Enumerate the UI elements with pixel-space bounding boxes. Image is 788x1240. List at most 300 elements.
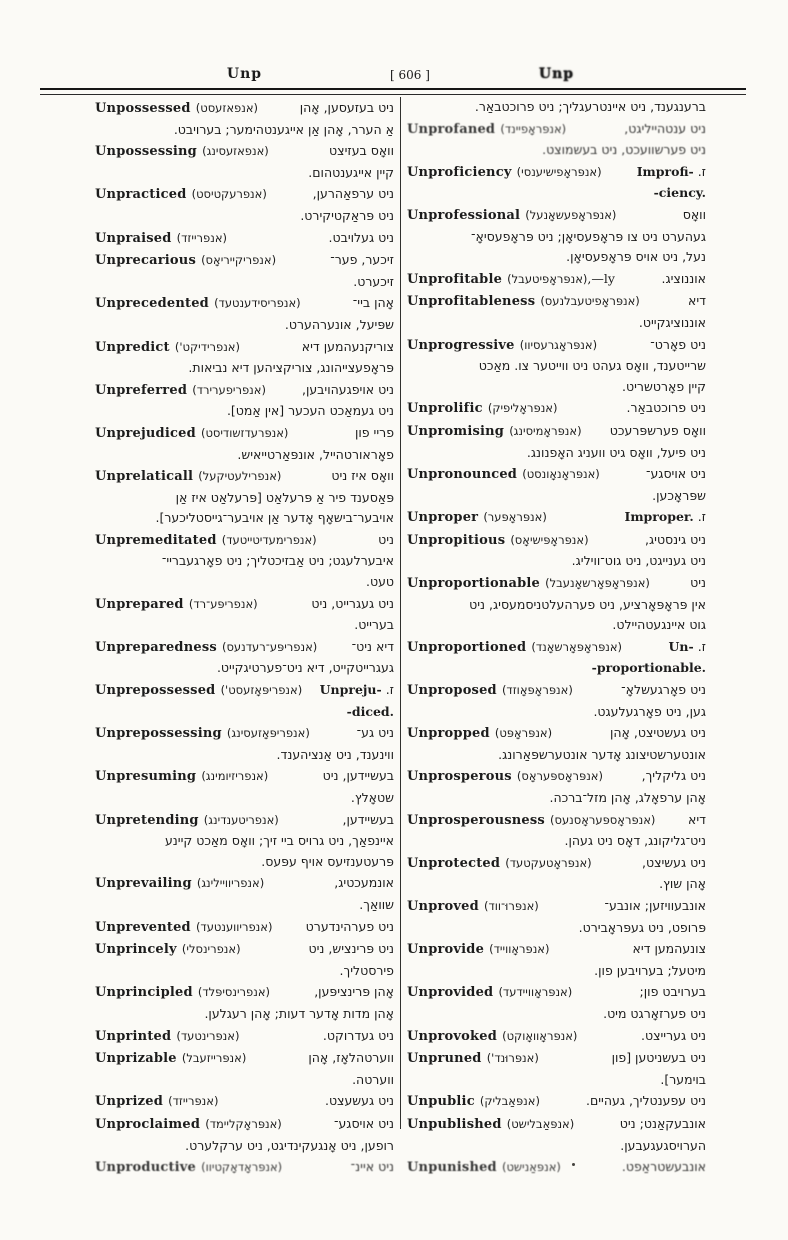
- entry-definition-start: אוננוציג.: [661, 270, 706, 286]
- dictionary-entry: [95, 809, 394, 873]
- entry-first-line: [95, 1047, 394, 1070]
- entry-definition-line: טעט.: [365, 574, 394, 590]
- entry-definition-line: הערויסגעגעבען.: [620, 1137, 706, 1153]
- entry-headword: Unproductive: [95, 1160, 197, 1176]
- entry-head-group: [407, 506, 547, 529]
- dictionary-entry: [407, 852, 706, 895]
- entry-definition-start: ניט געלויבט.: [328, 229, 394, 245]
- entry-headword: Unprevailing: [95, 876, 192, 892]
- entry-transliteration: (אנפּראָמיסינג): [509, 423, 582, 438]
- entry-transliteration: (אנפּראָפישיענסי): [516, 164, 602, 179]
- entry-headword: Unprofaned: [407, 121, 496, 137]
- entry-transliteration: (אנפריסידענטעד): [214, 296, 301, 311]
- entry-headword: Unproved: [407, 898, 479, 914]
- entry-headword: Unpruned: [407, 1051, 482, 1067]
- dictionary-entry: [407, 268, 706, 291]
- entry-definition-start: ווערטהלאָז, אָהן: [308, 1050, 394, 1066]
- entry-head-group: [407, 636, 622, 659]
- entry-definition-start: ניט געשיצט,: [641, 854, 706, 870]
- dictionary-entry: [407, 334, 706, 398]
- entry-head-group: [95, 593, 258, 616]
- entry-definition-line: [407, 183, 706, 204]
- running-head-right: Unp: [538, 66, 575, 82]
- entry-first-line: [95, 336, 394, 359]
- entry-first-line: [407, 572, 706, 595]
- entry-definition-start: אונבעשטראַפט.: [621, 1159, 706, 1175]
- entry-head-group: [95, 679, 302, 702]
- entry-head-group: [407, 420, 582, 443]
- entry-head-group: [95, 916, 272, 939]
- entry-first-line: [95, 1090, 394, 1113]
- entry-definition-start: אונבעוויזען; אונבע־: [604, 897, 706, 913]
- entry-transliteration: (אנפּראָפּאָרשאָנעבל): [545, 576, 650, 591]
- entry-headword: Unprofessional: [407, 207, 521, 223]
- entry-first-line: [95, 765, 394, 788]
- entry-transliteration: (אנפריפּאָזעסט'): [220, 683, 303, 698]
- entry-definition-line: אונטערשטיצונג אָדער אונטערשפּאַרונג.: [498, 746, 706, 762]
- dictionary-entry: [95, 336, 394, 379]
- entry-definition-start: בעשיידען,: [342, 811, 394, 827]
- dictionary-entry: [95, 1156, 394, 1179]
- dictionary-entry: [407, 765, 706, 808]
- entry-headword: Unproclaimed: [95, 1116, 201, 1132]
- entry-head-group: [95, 1156, 282, 1179]
- xref-target-continued: -ciency.: [653, 185, 706, 201]
- header-rule: [40, 88, 746, 95]
- xref-see-marker: ז.: [693, 163, 706, 179]
- entry-headword: Unprepared: [95, 596, 184, 612]
- entry-transliteration: (אנפּראָוואָוקט): [502, 1028, 578, 1043]
- dictionary-entry: [95, 140, 394, 183]
- entry-headword: Unprovoked: [407, 1028, 497, 1044]
- entry-definition-start: ניט בעשניטען [פון: [611, 1050, 706, 1066]
- entry-definition-line: איבערלעגט; ניט אַבזיכטליך; ניט פאָרגעבריי־: [161, 553, 394, 569]
- entry-head-group: [95, 465, 281, 488]
- entry-transliteration: (אנפריפּע־רד): [188, 596, 258, 611]
- entry-first-line: [95, 379, 394, 402]
- entry-headword: Unprevented: [95, 919, 191, 935]
- entry-headword: Unpromising: [407, 423, 505, 439]
- entry-headword: Unpronounced: [407, 467, 518, 483]
- entry-headword: Unprofitable: [407, 271, 503, 287]
- entry-definition-line: שטאָלץ.: [350, 790, 394, 805]
- entry-head-group: [407, 572, 650, 595]
- dictionary-entry: [407, 722, 706, 765]
- entry-headword: Unproficiency: [407, 164, 512, 180]
- entry-definition-line: ווערטה.: [352, 1071, 394, 1087]
- entry-definition-start: ניט פאָרט־: [650, 336, 706, 352]
- entry-head-group: [95, 938, 241, 961]
- entry-headword: Unpretending: [95, 812, 199, 828]
- dictionary-entry: [95, 938, 394, 981]
- entry-definition-line: מיטעל; בערויבען פון.: [594, 962, 706, 978]
- entry-first-line: [95, 722, 394, 745]
- entry-definition-start: וואָס פערשפּרעכט: [609, 422, 706, 438]
- dictionary-entry: [407, 809, 706, 852]
- entry-head-group: [407, 722, 552, 745]
- entry-first-line: [407, 506, 706, 529]
- dictionary-entry: [407, 420, 706, 463]
- dictionary-entry: [95, 183, 394, 226]
- entry-first-line: [95, 97, 394, 120]
- entry-definition-line: אָהן ערפאָלג, אָהן מזל־ברכה.: [549, 790, 706, 805]
- entry-first-line: [95, 465, 394, 488]
- entry-first-line: [95, 227, 394, 250]
- dictionary-entry: [407, 506, 706, 529]
- entry-head-group: [407, 268, 615, 291]
- entry-first-line: [95, 809, 394, 832]
- entry-first-line: [95, 916, 394, 939]
- entry-definition-start: ניט גינסטיג,: [645, 531, 706, 547]
- entry-definition-line: געהערט ניט צו פּראָפעסיאָן; ניט פּראָפעסיאָ־: [471, 228, 706, 244]
- entry-definition-line: שוואַך.: [359, 896, 394, 912]
- entry-first-line: [95, 292, 394, 315]
- entry-head-group: [407, 397, 557, 420]
- entry-definition-start: צונעהמען דיא: [632, 941, 706, 957]
- entry-transliteration: (אנפּראָפּאָוזד): [501, 683, 573, 698]
- entry-definition-start: זיכער, פער־: [330, 252, 394, 268]
- entry-head-group: [95, 809, 279, 832]
- entry-first-line: [95, 140, 394, 163]
- xref-target-continued: -proportionable.: [591, 660, 706, 676]
- entry-definition-start: צוריקנעהמען דיא: [301, 338, 394, 354]
- entry-transliteration: (אנפריפּע־רעדנעס): [221, 639, 318, 654]
- scan-speckle: [572, 1163, 575, 1166]
- entry-headword: Unproposed: [407, 683, 497, 699]
- entry-headword: Unpropitious: [407, 532, 506, 548]
- entry-head-group: [407, 161, 602, 184]
- entry-head-group: [407, 1156, 561, 1179]
- dictionary-entry: [407, 1090, 706, 1113]
- entry-first-line: [95, 1156, 394, 1179]
- entry-definition-start: וואָס: [682, 206, 706, 222]
- entry-definition-line: בערייט.: [354, 617, 394, 633]
- entry-definition-start: ניט געשעצט.: [324, 1093, 394, 1109]
- entry-definition-line: גוט איינגעטהיילט.: [612, 617, 706, 633]
- entry-head-group: [407, 204, 616, 227]
- dictionary-entry: [407, 1047, 706, 1090]
- entry-definition-start: ניט פרוכטבאַר.: [626, 400, 706, 416]
- entry-definition-start: אָהן ביי־: [352, 295, 394, 311]
- entry-transliteration: (אנפרימעדיטייטעד): [221, 532, 317, 547]
- entry-first-line: [407, 679, 706, 702]
- entry-transliteration: (אנפרילעטיקעל): [198, 469, 282, 484]
- entry-transliteration: (אנפרינסיפּלד): [197, 985, 271, 1000]
- entry-headword: Unprogressive: [407, 337, 515, 353]
- entry-first-line: [95, 593, 394, 616]
- dictionary-entry: [95, 1025, 394, 1048]
- dictionary-entry: [407, 1156, 706, 1179]
- dictionary-entry: [95, 97, 394, 140]
- entry-transliteration: (אנפּרינטעד): [176, 1028, 240, 1043]
- entry-definition-line: קיין פאָרטשריט.: [622, 378, 706, 394]
- entry-headword: Unproper: [407, 510, 479, 526]
- entry-carryover-line: ברענגענד, ניט איינטרעגליך; ניט פרוכטבאַר.: [474, 99, 706, 114]
- entry-headword: Unpredict: [95, 339, 170, 355]
- entry-first-line: [407, 290, 706, 313]
- entry-first-line: [95, 872, 394, 895]
- entry-first-line: [95, 1025, 394, 1048]
- right-column: [407, 97, 706, 1176]
- entry-headword: Unproportioned: [407, 639, 527, 655]
- entry-definition-start: ניט גערייצט.: [641, 1027, 706, 1043]
- entry-headword: Unprejudiced: [95, 425, 196, 441]
- entry-definition-line: אויבער־בישאָף אָדער אַן אויבער־גייסטליכער].: [155, 510, 394, 526]
- entry-definition-start: אָהן פּרינציפּען,: [314, 984, 394, 1000]
- entry-headword: Unpreparedness: [95, 639, 217, 655]
- entry-head-group: [407, 765, 603, 788]
- entry-first-line: [407, 852, 706, 875]
- entry-first-line: [407, 1090, 706, 1113]
- entry-head-group: [95, 636, 317, 659]
- entry-head-group: [407, 334, 597, 357]
- dictionary-entry: [407, 463, 706, 506]
- dictionary-entry: [95, 679, 394, 722]
- dictionary-entry: [95, 227, 394, 250]
- column-divider-rule: [400, 97, 401, 1129]
- dictionary-entry: [95, 529, 394, 593]
- entry-definition-start: דיא: [688, 293, 706, 309]
- entry-headword: Unpremeditated: [95, 532, 217, 548]
- dictionary-entry: [95, 422, 394, 465]
- entry-definition-line: אַ הערר, אָהן אַן אייגענטהימער; בערויבט.: [173, 121, 394, 137]
- entry-first-line: [407, 938, 706, 961]
- entry-definition-start: ניט: [378, 531, 394, 547]
- entry-definition-start: ניט עפענטליך, געהיים.: [585, 1093, 706, 1109]
- entry-head-group: [407, 1090, 540, 1113]
- entry-first-line: [95, 422, 394, 445]
- entry-first-line: [407, 397, 706, 420]
- entry-definition-line: קיין אייגענטהום.: [308, 164, 394, 180]
- xref-see-marker: ז.: [693, 509, 706, 525]
- entry-transliteration: (אנפּראָפּער): [483, 510, 547, 525]
- dictionary-entry: [407, 118, 706, 161]
- entry-transliteration: (אנפריפערירד): [192, 382, 266, 397]
- entry-definition-line: איינפאַך, ניט גרויס ביי זיך; וואָס מאַכט קיינע: [164, 833, 394, 849]
- entry-definition-start: דיא ניט־: [351, 638, 394, 654]
- entry-first-line: [407, 765, 706, 788]
- dictionary-entry: [407, 895, 706, 938]
- entry-headword: Unpraised: [95, 230, 172, 246]
- entry-transliteration: (אנפאזעסינג): [202, 144, 269, 159]
- entry-first-line: [407, 161, 706, 184]
- entry-definition-line: פירסטליך.: [339, 962, 394, 978]
- entry-definition-start: ניט פּרינציש, ניט: [308, 941, 394, 957]
- entry-headword: Unproportionable: [407, 576, 540, 592]
- entry-head-group: [407, 679, 573, 702]
- entry-definition-line: ניט־גליקונג, דאָס ניט געהן.: [564, 833, 706, 849]
- entry-headword: Unpublished: [407, 1116, 502, 1132]
- entry-headword: Unpracticed: [95, 187, 187, 203]
- entry-definition-start: ניט ערפאַהרען,: [312, 186, 394, 202]
- entry-head-group: [407, 809, 655, 832]
- entry-definition-line: אָהן מדות אָדער דעות; אָהן רעגלען.: [204, 1005, 394, 1021]
- dictionary-entry: [407, 290, 706, 333]
- entry-xref: [669, 637, 706, 658]
- dictionary-entry: [95, 916, 394, 939]
- entry-definition-start: בעשיידען, ניט: [322, 768, 394, 784]
- dictionary-entry: [407, 161, 706, 204]
- entry-first-line: [407, 1025, 706, 1048]
- dictionary-entry: [95, 981, 394, 1024]
- entry-xref: [624, 507, 706, 528]
- entry-definition-start: ניט געדרוקט.: [322, 1027, 394, 1043]
- entry-first-line: [95, 183, 394, 206]
- xref-target: Un-: [668, 638, 694, 654]
- entry-definition-line: ווינענד, ניט אַנציהענד.: [276, 746, 394, 762]
- dictionary-entry: [407, 572, 706, 636]
- entry-definition-line: ניט פיעל, וואָס גיט וועניג האָפנונג.: [526, 444, 706, 460]
- entry-headword: Unpropped: [407, 726, 490, 742]
- entry-headword: Unpunished: [407, 1160, 497, 1176]
- entry-definition-start: בערויבט פון;: [639, 984, 706, 1000]
- entry-headword: Unprepossessing: [95, 726, 222, 742]
- entry-first-line: [407, 809, 706, 832]
- entry-transliteration: (אנפּאַנישט): [501, 1160, 561, 1175]
- entry-first-line: [407, 529, 706, 552]
- entry-headword: Unprosperousness: [407, 812, 545, 828]
- entry-definition-line: פּרופט, ניט געפּראָבירט.: [578, 919, 706, 935]
- entry-head-group: [407, 981, 572, 1004]
- entry-headword: Unprovide: [407, 942, 485, 958]
- entry-headword: Unprincely: [95, 942, 177, 958]
- entry-head-group: [95, 97, 258, 120]
- dictionary-entry: [95, 722, 394, 765]
- entry-headword: Unprinted: [95, 1028, 172, 1044]
- entry-head-group: [95, 249, 276, 272]
- xref-target: Improfi-: [636, 163, 694, 179]
- entry-definition-start: פריי פון: [354, 424, 394, 440]
- entry-head-group: [95, 336, 240, 359]
- entry-transliteration: (אנפּרייזד): [168, 1094, 219, 1109]
- entry-first-line: [407, 722, 706, 745]
- entry-head-group: [95, 872, 264, 895]
- entry-first-line: [407, 204, 706, 227]
- entry-headword: Unprolific: [407, 401, 483, 417]
- entry-transliteration: (אנפּאַבלישט): [506, 1116, 575, 1131]
- entry-first-line: [407, 1047, 706, 1070]
- page-header: [95, 58, 706, 82]
- dictionary-entry: [407, 397, 706, 420]
- entry-head-group: [95, 981, 270, 1004]
- entry-transliteration: (אנפריזיומינג): [201, 769, 269, 784]
- dictionary-entry: [95, 465, 394, 529]
- entry-definition-line: ניט גענייגט, ניט גוט־וויליג.: [571, 553, 706, 569]
- entry-head-group: [407, 852, 592, 875]
- entry-first-line: [407, 981, 706, 1004]
- entry-transliteration: (אנפּראָוויידעד): [498, 985, 573, 1000]
- entry-definition-start: ניט אויסגע־: [333, 1115, 394, 1131]
- entry-transliteration: (אנפּאַבליק): [479, 1094, 540, 1109]
- entry-transliteration: (אנפּראָפיינד): [500, 121, 567, 136]
- entry-head-group: [407, 1025, 577, 1048]
- dictionary-entry: [95, 1047, 394, 1090]
- entry-definition-line: רופען, ניט אָנגעקינדיגט, ניט ערקלערט.: [185, 1137, 394, 1153]
- entry-headword: Unprizable: [95, 1051, 177, 1067]
- entry-transliteration: (אנפרעקטיסט): [191, 187, 267, 202]
- entry-headword-suffix: ,—ly: [587, 270, 615, 286]
- entry-transliteration: (אנפּראָפּישיאָס): [510, 532, 589, 547]
- entry-head-group: [95, 529, 317, 552]
- entry-headword: Unpreferred: [95, 382, 188, 398]
- entry-definition-line: שפּראָכען.: [652, 487, 706, 503]
- entry-head-group: [95, 1090, 218, 1113]
- entry-head-group: [95, 765, 268, 788]
- entry-definition-line: פּרעטענזיעס אויף עפּעס.: [261, 853, 394, 869]
- entry-definition-start: ניט: [690, 575, 706, 591]
- entry-definition-start: ניט גליקליך,: [641, 768, 706, 784]
- entry-transliteration: (אנפּראָדאָקטיוו): [201, 1160, 283, 1175]
- entry-head-group: [407, 290, 640, 313]
- entry-headword: Unprotected: [407, 855, 501, 871]
- entry-first-line: [407, 420, 706, 443]
- entry-first-line: [95, 636, 394, 659]
- entry-transliteration: (אנפריטענדינג): [203, 812, 279, 827]
- dictionary-entry: [95, 765, 394, 808]
- entry-transliteration: (אנפּראָקליימד): [205, 1116, 282, 1131]
- entry-transliteration: (אנפרידיקט'): [174, 339, 240, 354]
- entry-head-group: [407, 1113, 574, 1136]
- entry-headword: Unprepossessed: [95, 683, 216, 699]
- entry-definition-line: פאָראורטהייל, אונפּאַרטייאיש.: [237, 446, 394, 462]
- entry-headword: Unpresuming: [95, 769, 197, 785]
- entry-definition-start: וואָס איז ניט: [331, 468, 394, 484]
- entry-definition-line: פּראָפעצייהונג, צוריקציהען דיא נביאות.: [188, 360, 394, 376]
- xref-target: Improper.: [624, 509, 694, 525]
- entry-definition-start: ניט געשטיצט, אָהן: [609, 725, 706, 741]
- entry-headword: Unprosperous: [407, 769, 512, 785]
- entry-transliteration: (אנפּרוּ־ווד): [484, 898, 539, 913]
- dictionary-entry: [95, 1090, 394, 1113]
- entry-head-group: [407, 463, 600, 486]
- dictionary-entry: [95, 872, 394, 915]
- entry-head-group: [407, 1047, 539, 1070]
- entry-transliteration: (אנפּראָגרעסיוו): [519, 337, 598, 352]
- entry-first-line: [407, 636, 706, 659]
- entry-transliteration: (אנפּראָפּט): [494, 726, 553, 741]
- entry-definition-line: [407, 658, 706, 679]
- xref-see-marker: ז.: [381, 682, 394, 698]
- entry-transliteration: (אנפאזעסט): [195, 101, 258, 115]
- xref-target: Unpreju-: [319, 682, 382, 698]
- text-columns: [95, 97, 706, 1176]
- entry-first-line: [407, 268, 706, 291]
- dictionary-entry: [95, 1113, 394, 1156]
- entry-headword: Unprelaticall: [95, 469, 194, 485]
- entry-transliteration: (אנפרייזד): [176, 230, 228, 245]
- entry-definition-line: בוימער].: [660, 1071, 706, 1087]
- entry-xref: [320, 680, 394, 701]
- entry-definition-start: ניט אויפגעהויבען,: [301, 381, 394, 397]
- running-head-left: Unp: [226, 66, 263, 82]
- entry-definition-start: אונבעקאַנט; ניט: [619, 1115, 706, 1131]
- dictionary-entry: [407, 1113, 706, 1156]
- entry-headword: Unprovided: [407, 985, 494, 1001]
- entry-definition-line: אוננוציגקייט.: [638, 314, 706, 330]
- entry-definition-line: אין פּראָפּאָרציע, ניט פערהעלטניסמעסיג, ניט: [469, 596, 706, 612]
- entry-definition-start: ניט גע־: [356, 725, 394, 741]
- entry-headword: Unprincipled: [95, 985, 193, 1001]
- dictionary-entry: [407, 636, 706, 679]
- entry-head-group: [95, 1113, 282, 1136]
- entry-headword: Unpossessing: [95, 144, 197, 160]
- entry-first-line: [407, 895, 706, 918]
- entry-head-group: [95, 227, 227, 250]
- dictionary-entry: [407, 938, 706, 981]
- entry-transliteration: (אנפּרייזעבל): [181, 1051, 247, 1066]
- entry-definition-line: שרייטענד, וואָס געהט ניט ווייטער צו. מאַכט: [478, 358, 706, 374]
- entry-first-line: [407, 118, 706, 141]
